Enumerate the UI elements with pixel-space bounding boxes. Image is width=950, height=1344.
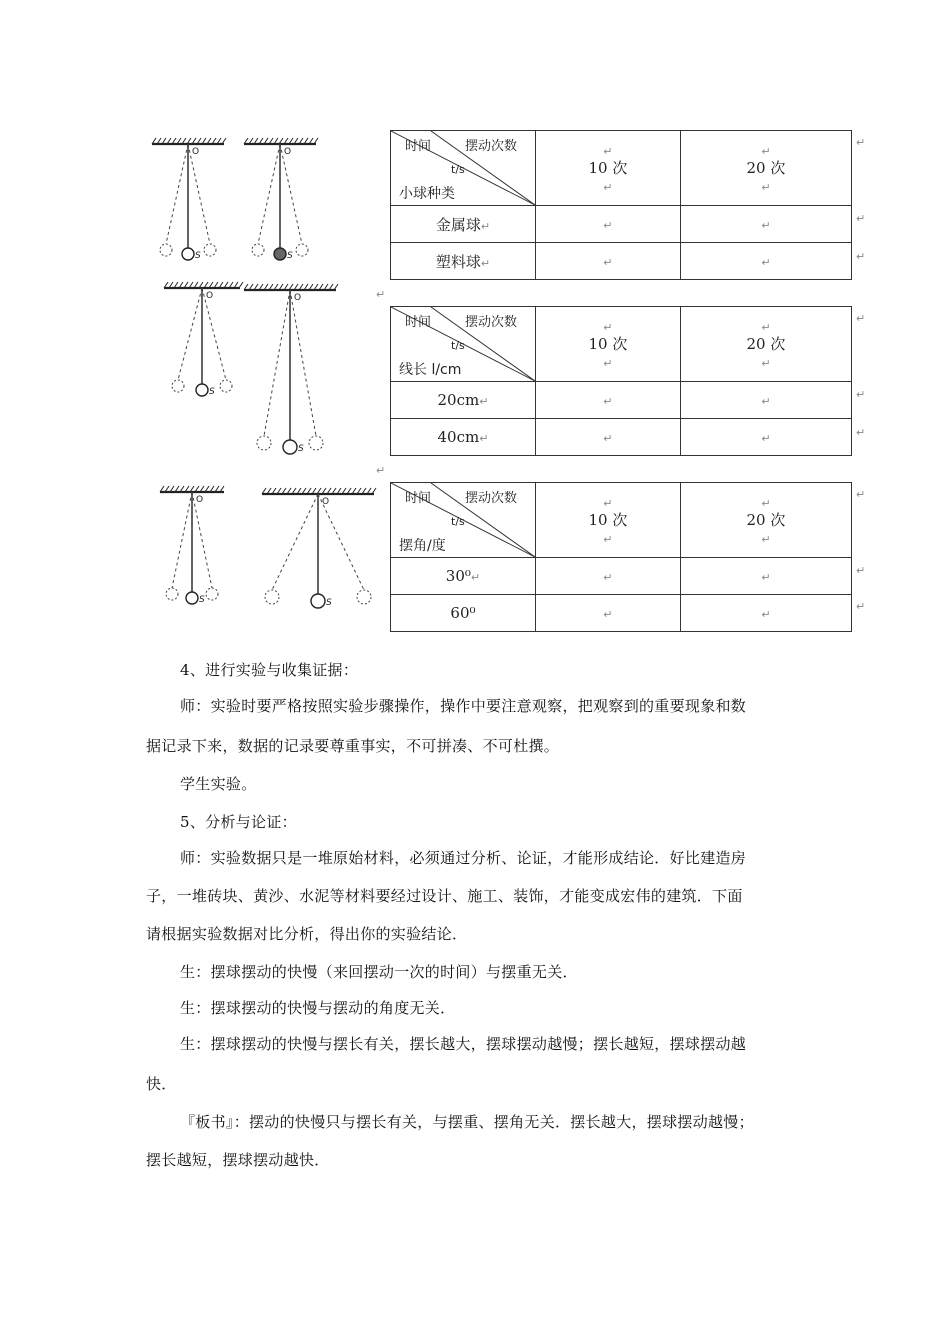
column-header-20: ↵ 20 次 ↵: [680, 131, 851, 206]
data-cell: ↵: [535, 243, 680, 280]
data-cell: ↵: [680, 419, 851, 456]
bob-dashed-left: [172, 380, 184, 392]
pendulum-figure: [150, 130, 386, 630]
pendulum-swing-right: [318, 494, 364, 590]
body-paragraph: 请根据实验数据对比分析，得出你的实验结论．: [146, 925, 468, 943]
bob-dashed-right: [309, 436, 323, 450]
row-label: 60⁰: [391, 595, 536, 632]
paragraph-mark: ↵: [376, 464, 386, 477]
header-variable-label: 摆角/度: [399, 538, 446, 554]
pendulum-swing-right: [192, 492, 212, 588]
pendulum-swing-right: [280, 144, 302, 244]
paragraph-mark: ↵: [856, 250, 866, 263]
ceiling-hatch: [239, 282, 243, 288]
pendulum-swing-left: [258, 144, 280, 244]
column-20-label: 20 次: [746, 511, 786, 529]
header-time-label: 时间: [405, 139, 432, 154]
pendulum-bob: [283, 440, 297, 454]
pendulum-bob: [186, 592, 198, 604]
paragraph-mark: ↵: [856, 388, 866, 401]
header-variable-label: 小球种类: [399, 186, 455, 202]
bob-label: S: [209, 387, 215, 397]
pendulum-swing-left: [272, 494, 318, 590]
header-variable-label: 线长 l/cm: [399, 362, 462, 378]
column-header-20: ↵ 20 次 ↵: [680, 307, 851, 382]
body-paragraph: 摆长越短，摆球摆动越快．: [146, 1151, 330, 1169]
body-paragraph: 生：摆球摆动的快慢与摆动的角度无关．: [180, 999, 456, 1017]
column-10-label: 10 次: [588, 335, 628, 353]
body-paragraph: 子，一堆砖块、黄沙、水泥等材料要经过设计、施工、装饰，才能变成宏伟的建筑．下面: [146, 887, 743, 905]
bob-dashed-left: [252, 244, 264, 256]
data-cell: ↵: [680, 382, 851, 419]
body-paragraph: 快．: [146, 1075, 177, 1093]
header-count-label: 摆动次数: [465, 139, 518, 154]
body-paragraph: 学生实验。: [180, 775, 257, 793]
column-header-10: ↵ 10 次 ↵: [535, 131, 680, 206]
pendulum-bob: [274, 248, 286, 260]
header-count-label: 摆动次数: [465, 491, 518, 506]
section-heading-5: 5、分析与论证：: [180, 813, 297, 831]
data-cell: ↵: [680, 243, 851, 280]
header-unit-label: t/s: [451, 163, 465, 176]
data-cell: ↵: [680, 558, 851, 595]
bob-dashed-right: [204, 244, 216, 256]
body-paragraph: 师：实验时要严格按照实验步骤操作，操作中要注意观察，把观察到的重要现象和数: [180, 697, 747, 715]
data-table-angle: [390, 482, 852, 632]
paragraph-mark: ↵: [856, 136, 866, 149]
pivot-label: O: [284, 147, 292, 157]
bob-dashed-right: [220, 380, 232, 392]
diagonal-header-cell: [391, 307, 536, 382]
row-label: 30⁰↵: [391, 558, 536, 595]
pendulum-swing-left: [166, 144, 188, 244]
row-label: 40cm↵: [391, 419, 536, 456]
data-cell: ↵: [535, 595, 680, 632]
row-label: 金属球↵: [391, 206, 536, 243]
pendulum-swing-right: [202, 288, 226, 380]
body-paragraph: 『板书』：摆动的快慢只与摆长有关，与摆重、摆角无关．摆长越大，摆球摆动越慢；: [180, 1113, 754, 1131]
diagonal-header-cell: [391, 131, 536, 206]
bob-label: S: [199, 595, 205, 605]
data-cell: ↵: [535, 419, 680, 456]
row-label: 20cm↵: [391, 382, 536, 419]
body-paragraph: 生：摆球摆动的快慢（来回摆动一次的时间）与摆重无关．: [180, 963, 578, 981]
body-paragraph: 生：摆球摆动的快慢与摆长有关，摆长越大，摆球摆动越慢；摆长越短，摆球摆动越: [180, 1035, 747, 1053]
bob-dashed-left: [265, 590, 279, 604]
pivot-label: O: [294, 293, 302, 303]
pivot-label: O: [206, 291, 214, 301]
paragraph-mark: ↵: [856, 426, 866, 439]
data-table-length: [390, 306, 852, 456]
pendulum-bob: [311, 594, 325, 608]
data-table-ball-type: [390, 130, 852, 280]
section-heading-4: 4、进行实验与收集证据：: [180, 661, 359, 679]
pendulum-swing-left: [178, 288, 202, 380]
column-10-label: 10 次: [588, 159, 628, 177]
data-cell: ↵: [535, 206, 680, 243]
pendulum-swing-left: [172, 492, 192, 588]
pivot-label: O: [322, 497, 330, 507]
data-cell: ↵: [680, 206, 851, 243]
bob-label: S: [326, 598, 332, 608]
bob-dashed-left: [160, 244, 172, 256]
paragraph-mark: ↵: [856, 488, 866, 501]
pendulum-bob: [182, 248, 194, 260]
bob-dashed-right: [357, 590, 371, 604]
header-time-label: 时间: [405, 491, 432, 506]
header-count-label: 摆动次数: [465, 315, 518, 330]
data-cell: ↵: [535, 382, 680, 419]
bob-dashed-right: [296, 244, 308, 256]
bob-label: S: [287, 251, 293, 261]
pivot-label: O: [196, 495, 204, 505]
row-label: 塑料球↵: [391, 243, 536, 280]
column-20-label: 20 次: [746, 159, 786, 177]
column-10-label: 10 次: [588, 511, 628, 529]
header-unit-label: t/s: [451, 339, 465, 352]
paragraph-mark: ↵: [856, 600, 866, 613]
bob-label: S: [195, 251, 201, 261]
header-unit-label: t/s: [451, 515, 465, 528]
column-header-10: ↵ 10 次 ↵: [535, 307, 680, 382]
paragraph-mark: ↵: [856, 312, 866, 325]
paragraph-mark: ↵: [376, 288, 386, 301]
column-header-20: ↵ 20 次 ↵: [680, 483, 851, 558]
body-paragraph: 据记录下来，数据的记录要尊重事实，不可拼凑、不可杜撰。: [146, 737, 560, 755]
bob-label: S: [298, 444, 304, 454]
body-paragraph: 师：实验数据只是一堆原始材料，必须通过分析、论证，才能形成结论．好比建造房: [180, 849, 747, 867]
header-time-label: 时间: [405, 315, 432, 330]
bob-dashed-right: [206, 588, 218, 600]
pivot-label: O: [192, 147, 200, 157]
diagonal-header-cell: [391, 483, 536, 558]
pendulum-swing-right: [290, 290, 316, 436]
data-cell: ↵: [680, 595, 851, 632]
column-20-label: 20 次: [746, 335, 786, 353]
paragraph-mark: ↵: [856, 564, 866, 577]
bob-dashed-left: [166, 588, 178, 600]
pendulum-swing-right: [188, 144, 210, 244]
pendulum-swing-left: [264, 290, 290, 436]
bob-dashed-left: [257, 436, 271, 450]
column-header-10: ↵ 10 次 ↵: [535, 483, 680, 558]
pendulum-bob: [196, 384, 208, 396]
data-cell: ↵: [535, 558, 680, 595]
paragraph-mark: ↵: [856, 212, 866, 225]
